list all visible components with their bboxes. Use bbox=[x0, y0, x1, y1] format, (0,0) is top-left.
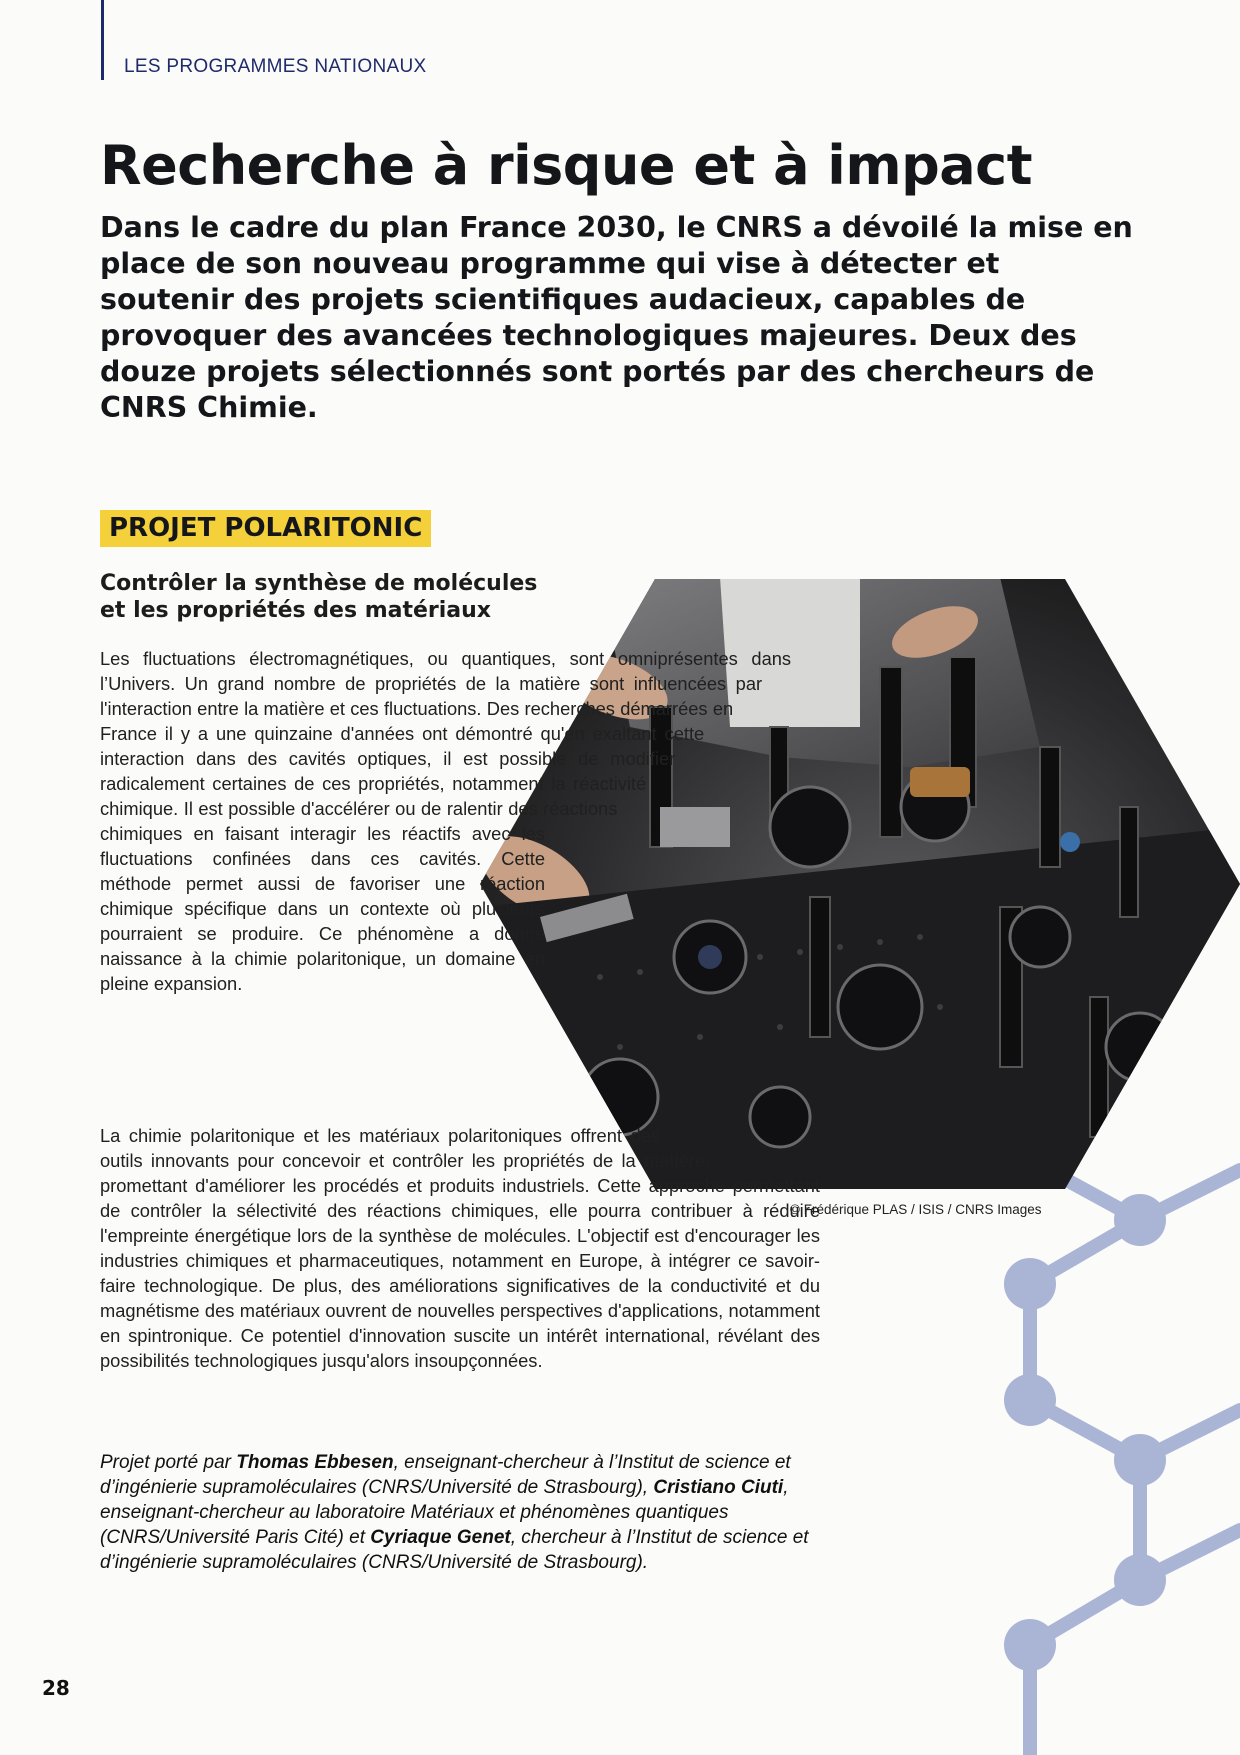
header-rule bbox=[101, 0, 104, 80]
credits-text-1: Projet porté par bbox=[100, 1452, 237, 1473]
credits-name-genet: Cyriaque Genet bbox=[370, 1527, 511, 1548]
body-paragraph-2 bbox=[100, 1123, 820, 1373]
project-tag: PROJET POLARITONIC bbox=[100, 510, 431, 547]
credits-text-4: , chercheur à l’Institut de science et d’ingénierie supramoléculaires (CNRS/Université de Strasbourg). bbox=[100, 1527, 809, 1573]
body-paragraph-1 bbox=[100, 646, 820, 1126]
project-subtitle: Contrôler la synthèse de molécules et les propriétés des matériaux bbox=[100, 571, 538, 623]
credits-name-ebbesen: Thomas Ebbesen bbox=[236, 1452, 394, 1473]
page-title: Recherche à risque et à impact bbox=[100, 134, 1033, 197]
page-number: 28 bbox=[42, 1676, 70, 1700]
paragraph-1-text: Les fluctuations électromagnétiques, ou quantiques, sont omniprésentes dans l’Univers. Un grand nombre de propriétés de la matière sont influencées par l'interaction entre la matière et ces fluctuations. Des recherches démarrées en France il y a une quinzaine d'années ont démontré qu'en exaltant cette interaction dans des cavités optiques, il est possible de modifier radicalement certaines de ces propriétés, notamment la réactivité chimique. Il est possible d'accélérer ou de ralentir des réactions chimiques en faisant interagir les réactifs avec les fluctuations confinées dans ces cavités. Cette méthode permet aussi de favoriser une réaction chimique spécifique dans un contexte où plusieurs pourraient se produire. Ce phénomène a donné naissance à la chimie polaritonique, un domaine en pleine expansion. bbox=[100, 648, 792, 994]
hexagon-molecule-decoration bbox=[940, 1160, 1240, 1755]
credits-text-3: , enseignant-chercheur au laboratoire Matériaux et phénomènes quantiques (CNRS/Université Paris Cité) et bbox=[100, 1477, 789, 1548]
project-credits bbox=[100, 1450, 820, 1575]
credits-text-2: , enseignant-chercheur à l’Institut de science et d’ingénierie supramoléculaires (CNRS/Université de Strasbourg), bbox=[100, 1452, 791, 1498]
section-label: LES PROGRAMMES NATIONAUX bbox=[124, 56, 427, 77]
photo-credit: © Frédérique PLAS / ISIS / CNRS Images bbox=[790, 1202, 1042, 1217]
lead-paragraph: Dans le cadre du plan France 2030, le CNRS a dévoilé la mise en place de son nouveau programme qui vise à détecter et soutenir des projets scientifiques audacieux, capables de provoquer des avancées technologiques majeures. Deux des douze projets sélectionnés sont portés par des chercheurs de CNRS Chimie. bbox=[100, 211, 1133, 424]
paragraph-2-text: La chimie polaritonique et les matériaux polaritoniques offrent des outils innovants pour concevoir et contrôler les propriétés de la matière, promettant d'améliorer les procédés et produits industriels. Cette approche permettant de contrôler la sélectivité des réactions chimiques, elle pourra contribuer à réduire l'empreinte énergétique lors de la synthèse de molécules. L'objectif est d'encourager les industries chimiques et pharmaceutiques, notamment en Europe, à intégrer ce savoir-faire technologique. De plus, des améliorations significatives de la conductivité et du magnétisme des matériaux ouvrent de nouvelles perspectives d'applications, notamment en spintronique. Ce potentiel d'innovation suscite un intérêt international, révélant des possibilités technologiques jusqu'alors insoupçonnées. bbox=[100, 1125, 820, 1371]
credits-name-ciuti: Cristiano Ciuti bbox=[653, 1477, 784, 1498]
